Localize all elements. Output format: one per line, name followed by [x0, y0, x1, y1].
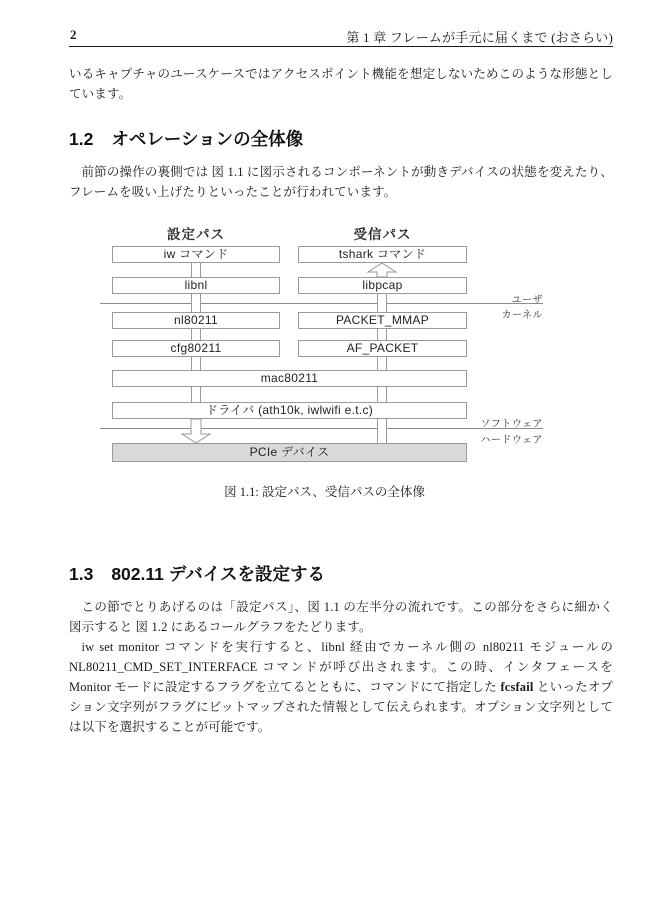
box-libnl: libnl [112, 277, 280, 294]
section-title: オペレーションの全体像 [111, 129, 304, 149]
connector-pcie-driver-right [377, 419, 387, 443]
software-label: ソフトウェア [480, 419, 543, 430]
connector-packetmmap-libpcap [377, 294, 387, 312]
box-af-packet: AF_PACKET [298, 340, 467, 357]
fcsfail-keyword: fcsfail [500, 680, 534, 694]
config-path-column-title: 設定パス [167, 227, 225, 242]
connector-iw-libnl [191, 263, 201, 277]
user-space-label: ユーザ [511, 295, 543, 306]
section-heading-1-3 [69, 561, 325, 586]
connector-cfg80211-mac80211 [191, 357, 201, 370]
connector-mac80211-driver-left [191, 387, 201, 402]
config-path-paragraph: この節でとりあげるのは「設定パス」、図 1.1 の左半分の流れです。この部分をさらに細かく図示すると 図 1.2 にあるコールグラフをたどります。 [69, 600, 613, 634]
box-iw-command: iw コマンド [112, 246, 280, 263]
connector-mac80211-afpacket [377, 357, 387, 370]
iw-set-monitor-paragraph [69, 637, 613, 737]
up-arrow-icon [366, 263, 398, 277]
kernel-space-label: カーネル [501, 310, 543, 321]
section-title: 802.11 デバイスを設定する [111, 564, 326, 584]
paragraph-text: といったオプション文字列がフラグにビットマップされた情報として伝えられます。オプション文字列としては以下を選択することが可能です。 [69, 680, 613, 734]
figure-caption: 図 1.1: 設定パス、受信パスの全体像 [224, 485, 425, 499]
chapter-running-title: 第 1 章 フレームが手元に届くまで (おさらい) [346, 30, 613, 45]
figure-1-1-diagram [0, 222, 649, 472]
connector-driver-mac80211-right [377, 387, 387, 402]
page-header [69, 27, 613, 47]
connector-libnl-nl80211 [191, 294, 201, 312]
connector-afpacket-packetmmap [377, 329, 387, 340]
box-driver: ドライバ (ath10k, iwlwifi e.t.c) [112, 402, 467, 419]
box-cfg80211: cfg80211 [112, 340, 280, 357]
box-nl80211: nl80211 [112, 312, 280, 329]
box-mac80211: mac80211 [112, 370, 467, 387]
box-packet-mmap: PACKET_MMAP [298, 312, 467, 329]
connector-nl80211-cfg80211 [191, 329, 201, 340]
overview-paragraph: 前節の操作の裏側では 図 1.1 に図示されるコンポーネントが動きデバイスの状態を変えたり、フレームを吸い上げたりといったことが行われています。 [69, 165, 613, 199]
box-tshark-command: tshark コマンド [298, 246, 467, 263]
hardware-label: ハードウェア [480, 435, 543, 446]
page-number: 2 [70, 27, 77, 42]
section-number: 1.2 [69, 129, 94, 149]
section-number: 1.3 [69, 564, 94, 584]
box-pcie-device: PCIe デバイス [112, 443, 467, 462]
section-heading-1-2 [69, 126, 303, 151]
down-arrow-icon [180, 419, 212, 443]
receive-path-column-title: 受信パス [353, 227, 412, 242]
paragraph-text: iw set monitor コマンドを実行すると、libnl 経由でカーネル側の nl80211 モジュールの NL80211_CMD_SET_INTERFACE コマンドが呼び出されます。この時、インタフェースを Monitor モードに設定するフラグを立てるとともに、コマンドにて指定した [69, 640, 613, 694]
box-libpcap: libpcap [298, 277, 467, 294]
intro-paragraph: いるキャプチャのユースケースではアクセスポイント機能を想定しないためこのような形態としています。 [69, 67, 613, 101]
